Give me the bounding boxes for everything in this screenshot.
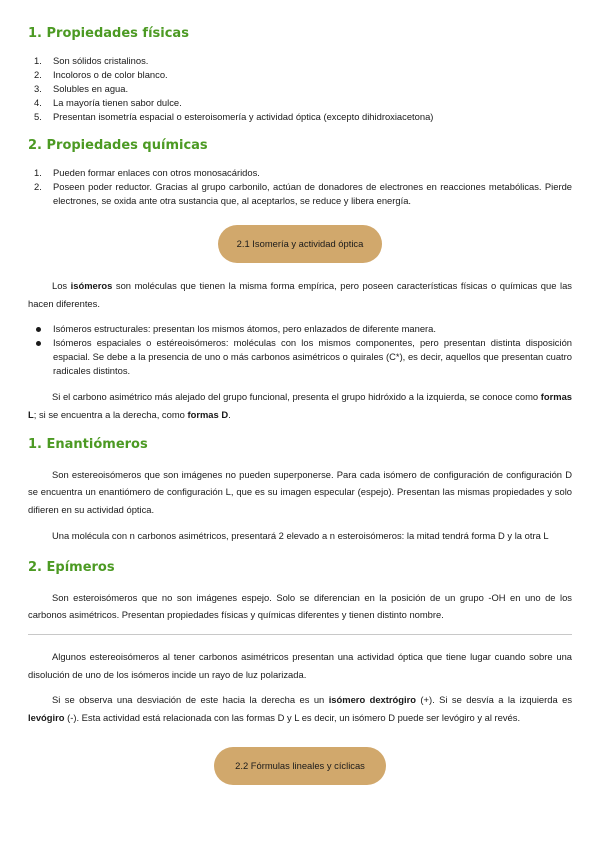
- bullet-icon: [36, 341, 41, 346]
- list-item: 2. Poseen poder reductor. Gracias al grupo carbonilo, actúan de donadores de electrones en reacciones metabólicas. Pierde electrones, se oxida ante otra sustancia que, al aceptarlos, se reduce y libera energía.: [34, 180, 572, 206]
- divider: [28, 634, 572, 635]
- paragraph-carbonos: Una molécula con n carbonos asimétricos, presentará 2 elevado a n esteroisómeros: la mitad tendrá forma D y la otra L: [52, 530, 549, 542]
- list-item: 3. Solubles en agua.: [34, 82, 129, 94]
- heading-enantiomeros: 1. Enantiómeros: [28, 436, 148, 452]
- heading-epimeros: 2. Epímeros: [28, 559, 115, 575]
- bullet-icon: [36, 327, 41, 332]
- paragraph-isomeros-intro: Los isómeros son moléculas que tienen la misma forma empírica, pero poseen características físicas o químicas que las hacen diferentes.: [28, 280, 572, 309]
- list-item: Isómeros estructurales: presentan los mismos átomos, pero enlazados de diferente manera.: [28, 322, 572, 336]
- list-item: 2. Incoloros o de color blanco.: [34, 68, 168, 80]
- list-item: 5. Presentan isometría espacial o esteroisomería y actividad óptica (excepto dihidroxiacetona): [34, 111, 434, 123]
- list-propiedades-fisicas: [28, 54, 572, 125]
- section-button-formulas[interactable]: 2.2 Fórmulas lineales y cíclicas: [214, 747, 386, 785]
- list-item: Isómeros espaciales o estéreoisómeros: moléculas con los mismos componentes, pero presentan distinta disposición espacial. Se debe a la presencia de uno o más carbonos asimétricos o quirales (C*), es decir, aquellos que presentan cuatro radicales distintos.: [28, 336, 572, 378]
- list-item: 4. La mayoría tienen sabor dulce.: [34, 96, 182, 108]
- paragraph-epimeros: Son esteroisómeros que no son imágenes espejo. Solo se diferencian en la posición de un grupo -OH en uno de los carbonos asimétricos. Presentan propiedades físicas y químicas diferentes y tienen distinto nombre.: [28, 591, 572, 621]
- list-propiedades-quimicas: [28, 166, 572, 208]
- paragraph-enantiomeros: Son estereoisómeros que son imágenes no pueden superponerse. Para cada isómero de configuración de configuración D se encuentra un enantiómero de configuración L, que es su imagen especular (espejo). Presentan las mismas propiedades y solo difieren en su actividad óptica.: [28, 468, 572, 516]
- paragraph-formas: Si el carbono asimétrico más alejado del grupo funcional, presenta el grupo hidróxido a la izquierda, se conoce como formas L; si se encuentra a la derecha, como formas D.: [28, 391, 572, 421]
- list-tipos-isomeros: [28, 322, 572, 378]
- list-item: 1. Pueden formar enlaces con otros monosacáridos.: [34, 166, 260, 178]
- heading-propiedades-quimicas: 2. Propiedades químicas: [28, 138, 208, 154]
- section-button-isomeria[interactable]: 2.1 Isomería y actividad óptica: [218, 225, 382, 263]
- heading-propiedades-fisicas: 1. Propiedades físicas: [28, 26, 189, 41]
- list-item: 1. Son sólidos cristalinos.: [34, 54, 149, 66]
- paragraph-dextrogiro: Si se observa una desviación de este hacia la derecha es un isómero dextrógiro (+). Si se desvía a la izquierda es levógiro (-). Esta actividad está relacionada con las formas D y L es decir, un isómero D puede ser levógiro y al revés.: [28, 694, 573, 723]
- paragraph-actividad-optica: Algunos estereoisómeros al tener carbonos asimétricos presentan una actividad óptica que tiene lugar cuando sobre una disolución de uno de los isómeros incide un rayo de luz polarizada.: [28, 651, 572, 681]
